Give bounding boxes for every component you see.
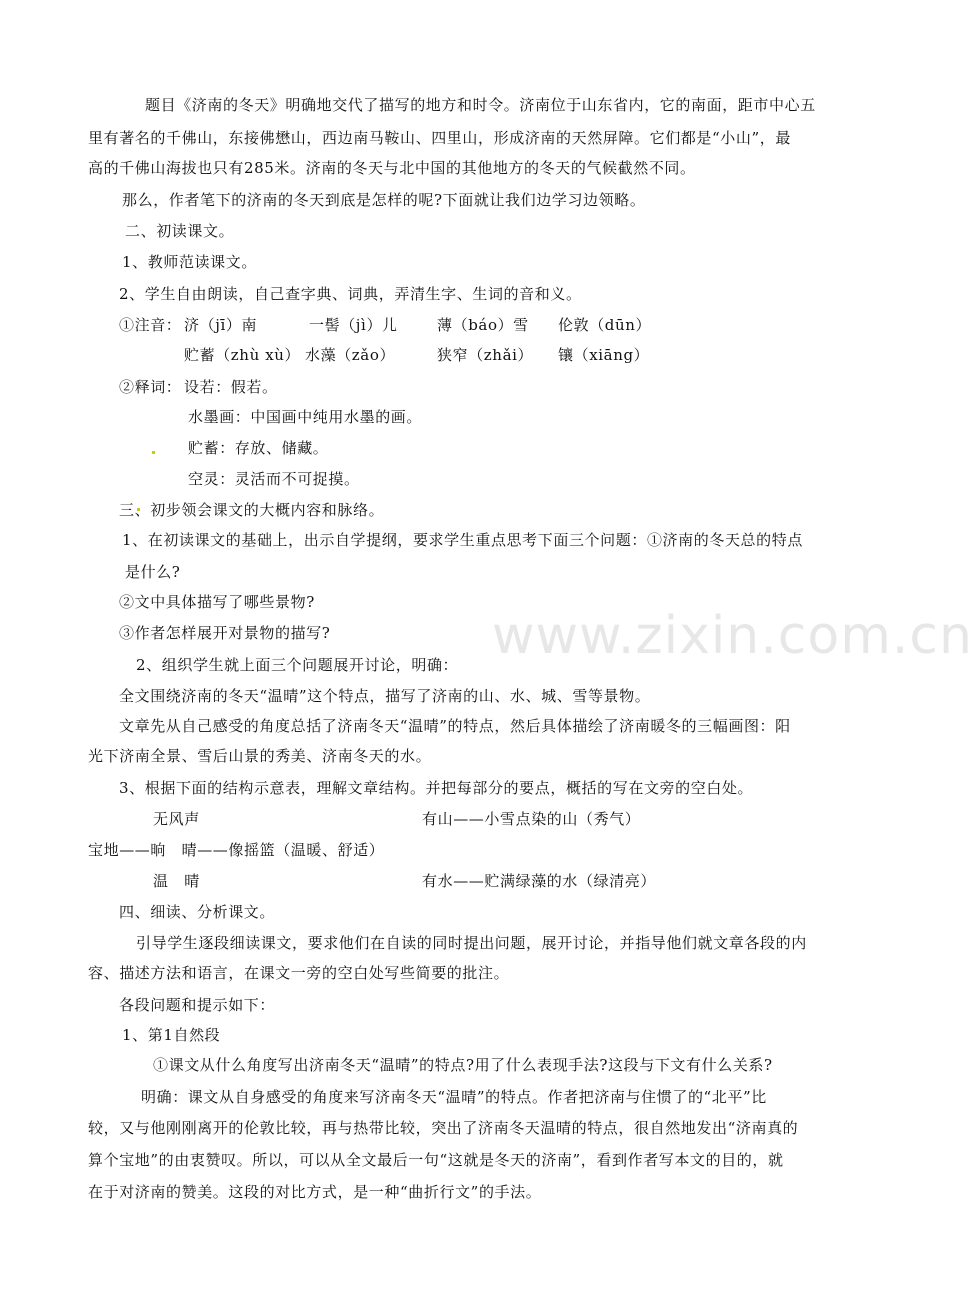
pinyin-entry: 狭窄（zhǎi） bbox=[437, 346, 534, 364]
answer-line: 光下济南全景、雪后山景的秀美、济南冬天的水。 bbox=[88, 747, 432, 765]
pinyin-entry: 贮蓄（zhù xù） bbox=[184, 346, 301, 364]
question-line: ①课文从什么角度写出济南冬天“温晴”的特点?用了什么表现手法?这段与下文有什么关系? bbox=[153, 1056, 773, 1074]
body-line: 容、描述方法和语言，在课文一旁的空白处写些简要的批注。 bbox=[88, 964, 510, 982]
pinyin-entry: 伦敦（dūn） bbox=[558, 316, 652, 334]
section-heading: 三、初步领会课文的大概内容和脉络。 bbox=[119, 501, 385, 519]
intro-line: 里有著名的千佛山，东接佛懋山，西边南马鞍山、四里山，形成济南的天然屏障。它们都是“小山”，最 bbox=[88, 129, 791, 147]
structure-diagram-cell: 有水——贮满绿藻的水（绿清亮） bbox=[422, 872, 657, 890]
answer-line: 算个宝地”的由衷赞叹。所以，可以从全文最后一句“这就是冬天的济南”，看到作者写本文的目的，就 bbox=[88, 1151, 784, 1169]
list-item: 是什么? bbox=[125, 563, 181, 581]
glossary-label: ②释词： bbox=[119, 378, 182, 396]
answer-line: 全文围绕济南的冬天“温晴”这个特点，描写了济南的山、水、城、雪等景物。 bbox=[119, 687, 651, 705]
list-item: 2、组织学生就上面三个问题展开讨论，明确： bbox=[136, 656, 459, 674]
structure-diagram-cell: 有山——小雪点染的山（秀气） bbox=[422, 810, 641, 828]
transition-line: 那么，作者笔下的济南的冬天到底是怎样的呢?下面就让我们边学习边领略。 bbox=[122, 191, 646, 209]
question-line: ③作者怎样展开对景物的描写? bbox=[119, 624, 331, 642]
watermark: www.zixin.com.cn bbox=[492, 606, 973, 666]
list-item: 2、学生自由朗读，自己查字典、词典，弄清生字、生词的音和义。 bbox=[119, 285, 582, 303]
list-item: 3、根据下面的结构示意表，理解文章结构。并把每部分的要点，概括的写在文旁的空白处。 bbox=[119, 779, 754, 797]
pinyin-entry: 济（jī）南 bbox=[184, 316, 258, 334]
answer-line: 明确：课文从自身感受的角度来写济南冬天“温晴”的特点。作者把济南与住惯了的“北平”比 bbox=[141, 1088, 767, 1106]
pinyin-entry: 水藻（zǎo） bbox=[305, 346, 396, 364]
pinyin-label: ①注音： bbox=[119, 316, 182, 334]
intro-line: 高的千佛山海拔也只有285米。济南的冬天与北中国的其他地方的冬天的气候截然不同。 bbox=[88, 159, 696, 177]
pinyin-entry: 薄（báo）雪 bbox=[437, 316, 529, 334]
structure-diagram-cell: 温 晴 bbox=[153, 872, 200, 890]
list-item: 1、第1自然段 bbox=[122, 1026, 221, 1044]
list-item: 1、在初读课文的基础上，出示自学提纲，要求学生重点思考下面三个问题：①济南的冬天总的特点 bbox=[122, 531, 803, 549]
section-heading: 四、细读、分析课文。 bbox=[119, 903, 276, 921]
intro-line: 题目《济南的冬天》明确地交代了描写的地方和时令。济南位于山东省内，它的南面，距市中心五 bbox=[145, 96, 816, 114]
answer-line: 在于对济南的赞美。这段的对比方式，是一种“曲折行文”的手法。 bbox=[88, 1183, 542, 1201]
body-line: 各段问题和提示如下： bbox=[119, 996, 276, 1014]
answer-line: 文章先从自己感受的角度总括了济南冬天“温晴”的特点，然后具体描绘了济南暖冬的三幅画图：阳 bbox=[119, 717, 791, 735]
structure-diagram-cell: 无风声 bbox=[153, 810, 200, 828]
glossary-entry: 空灵：灵活而不可捉摸。 bbox=[188, 470, 360, 488]
question-line: ②文中具体描写了哪些景物? bbox=[119, 593, 315, 611]
list-item: 1、教师范读课文。 bbox=[122, 253, 257, 271]
section-heading: 二、初读课文。 bbox=[125, 222, 235, 240]
body-line: 引导学生逐段细读课文，要求他们在自读的同时提出问题，展开讨论，并指导他们就文章各段的内 bbox=[136, 934, 807, 952]
answer-line: 较，又与他刚刚离开的伦敦比较，再与热带比较，突出了济南冬天温晴的特点，很自然地发出“济南真的 bbox=[88, 1119, 799, 1137]
pinyin-entry: 镶（xiāng） bbox=[558, 346, 650, 364]
pinyin-entry: 一髻（jì）儿 bbox=[309, 316, 398, 334]
glossary-entry: 贮蓄：存放、储藏。 bbox=[188, 439, 329, 457]
glossary-entry: 水墨画：中国画中纯用水墨的画。 bbox=[188, 408, 423, 426]
glossary-entry: 设若：假若。 bbox=[184, 378, 278, 396]
speck-mark bbox=[152, 451, 155, 454]
structure-diagram-cell: 宝地——晌 晴——像摇篮（温暖、舒适） bbox=[88, 841, 385, 859]
